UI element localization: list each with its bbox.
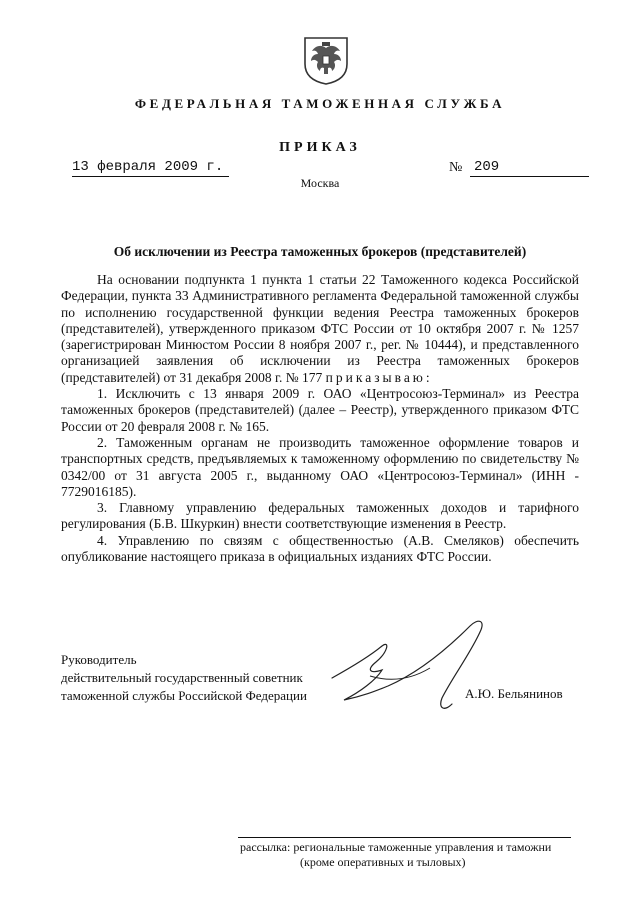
document-title: Об исключении из Реестра таможенных брокеров (представителей) xyxy=(113,244,527,259)
position-line: Руководитель xyxy=(61,652,137,667)
order-number-label: № xyxy=(449,160,463,175)
order-word: приказываю: xyxy=(325,369,433,385)
order-number: 209 xyxy=(470,159,589,177)
city: Москва xyxy=(300,176,340,190)
order-item: 3. Главному управлению федеральных таможенных доходов и тарифного регулирования (Б.В. Шкуркин) внести соответствующие изменения в Реестр. xyxy=(61,500,579,532)
distribution-line: рассылка: региональные таможенные управления и таможни xyxy=(240,840,552,854)
order-date: 13 февраля 2009 г. xyxy=(72,159,229,177)
position-line: действительный государственный советник xyxy=(61,670,303,685)
distribution-note xyxy=(240,840,570,870)
signatory-position xyxy=(61,651,307,705)
position-line: таможенной службы Российской Федерации xyxy=(61,688,307,703)
divider xyxy=(238,837,571,838)
distribution-line: (кроме оперативных и тыловых) xyxy=(300,855,466,869)
signatory-name: А.Ю. Бельянинов xyxy=(465,686,563,701)
order-item: 4. Управлению по связям с общественностью (А.В. Смеляков) обеспечить опубликование настоящего приказа в официальных изданиях ФТС России. xyxy=(61,532,579,565)
coat-of-arms-emblem xyxy=(301,34,351,86)
intro-text: На основании подпункта 1 пункта 1 статьи 22 Таможенного кодекса Российской Федерации, пункта 33 Административного регламента Федеральной таможенной службы по исполнению государственной функции ведения Реестра таможенных брокеров (представителей), утвержденного приказом ФТС России от 10 октября 2007 г. № 1257 (зарегистрирован Минюстом России 8 ноября 2007 г., рег. № 10444), и представленного организацией заявления об исключении из Реестра таможенных брокеров (представителей) от 31 декабря 2008 г. № 177 xyxy=(61,272,579,385)
intro-paragraph xyxy=(61,272,579,386)
handwritten-signature xyxy=(330,616,500,722)
order-item: 1. Исключить с 13 января 2009 г. ОАО «Центросоюз-Терминал» из Реестра таможенных брокеров (представителей) (далее – Реестр), утвержденного приказом ФТС России от 20 февраля 2008 г. № 165. xyxy=(61,386,579,434)
document-body xyxy=(61,272,579,565)
order-item: 2. Таможенным органам не производить таможенное оформление товаров и транспортных средств, предъявляемых к таможенному оформлению по свидетельству № 0342/00 от 31 августа 2005 г., выданному ОАО «Центросоюз-Терминал» (ИНН - 7729016185). xyxy=(61,434,579,499)
document-type: ПРИКАЗ xyxy=(279,140,361,155)
organization-name: ФЕДЕРАЛЬНАЯ ТАМОЖЕННАЯ СЛУЖБА xyxy=(134,96,506,111)
